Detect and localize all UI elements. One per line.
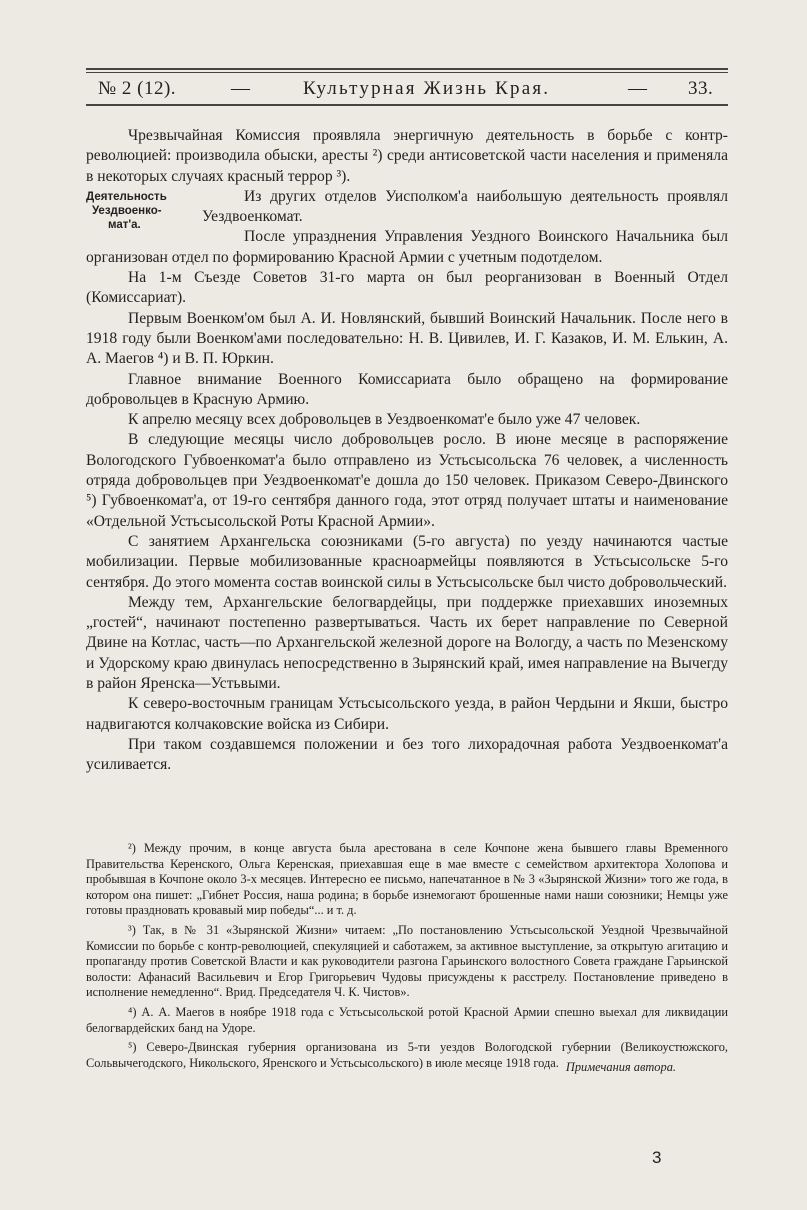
footnote: ²) Между прочим, в конце августа была арестована в селе Кочпоне жена бывшего главы Временного Правительства Керенского, Ольга Керенская, приехавшая еще в мае вместе с семейством архитектора Холопова и пробывшая в Кочпоне около 3-х месяцев. Интересно ее письмо, напечатанное в № 3 «Зырянской Жизни» того же года, в котором она пишет: „Гибнет Россия, наша родина; в борьбе изнемогают брошенные нами наши союзники; Немцы уже готовы праздновать кровавый мир победы“... и т. д.	[86, 841, 728, 918]
running-header	[98, 78, 712, 102]
main-text	[86, 126, 728, 776]
paragraph: Чрезвычайная Комиссия проявляла энергичную деятельность в борьбе с контр-революцией: производила обыски, аресты ²) среди антисоветской части населения и применяла в некоторых случаях красный террор ³).	[86, 127, 728, 185]
footnote: ⁴) А. А. Маегов в ноябре 1918 года с Устьсысольской ротой Красной Армии спешно выехал для ликвидации белогвардейских банд на Удоре.	[86, 1004, 728, 1035]
header-page-number: 33.	[688, 78, 714, 99]
paragraph: Главное внимание Военного Комиссариата было обращено на формирование добровольцев в Красную Армию.	[86, 370, 728, 408]
paragraph-text: Из других отделов Уисполком'а наибольшую деятельность проявлял Уездвоенкомат.	[202, 187, 728, 226]
margin-heading-line: Уездвоенко-	[92, 204, 162, 217]
header-rule-top-thin	[86, 72, 728, 73]
header-rule-bottom	[86, 104, 728, 106]
header-dash: —	[231, 78, 251, 99]
paragraph: Между тем, Архангельские белогвардейцы, при поддержке приехавших иноземных „гостей“, начинают постепенно развертываться. Часть их берет направление по Северной Двине на Котлас, часть—по Архангельской железной дороге на Вологду, а часть по Мезенскому и Удорскому краю двинулась непосредственно в Зырянский край, имея направление на Вычегду в район Яренска—Устьвыми.	[86, 593, 728, 693]
paragraph: К северо-восточным границам Устьсысольского уезда, в район Чердыни и Якши, быстро надвигаются колчаковские войска из Сибири.	[86, 695, 728, 733]
journal-title: Культурная Жизнь Края.	[303, 78, 551, 99]
paragraph: После упразднения Управления Уездного Воинского Начальника был организован отдел по формированию Красной Армии с учетным подотделом.	[86, 228, 728, 266]
footnotes	[86, 841, 728, 1076]
footnote: ³) Так, в № 31 «Зырянской Жизни» читаем: „По постановлению Устьсысольской Уездной Чрезвычайной Комиссии по борьбе с контр-революцией, спекуляцией и саботажем, за активное выступление, за открытую агитацию и пропаганду против Советской Власти и как руководители разгона Гарьинского волостного Совета граждане Гарьинской волости: Афанасий Васильевич и Егор Григорьевич Чудовы присуждены к расстрелу. Постановление приведено в исполнение немедленно“. Врид. Председателя Ч. К. Чистов».	[86, 922, 728, 1000]
page-number: 3	[652, 1148, 662, 1167]
margin-heading-line: Деятельность	[86, 190, 167, 203]
paragraph: Первым Военком'ом был А. И. Новлянский, бывший Воинский Начальник. После него в 1918 году были Военком'ами последовательно: Н. В. Цивилев, И. Г. Казаков, И. М. Елькин, А. А. Маегов ⁴) и В. П. Юркин.	[86, 309, 728, 368]
margin-heading-line: мат'а.	[108, 218, 141, 231]
paragraph-with-sidenote	[86, 187, 728, 231]
issue-number: № 2 (12).	[98, 78, 177, 99]
margin-heading	[86, 190, 194, 232]
paragraph: К апрелю месяцу всех добровольцев в Уездвоенкомат'е было уже 47 человек.	[128, 411, 641, 429]
paragraph: На 1-м Съезде Советов 31-го марта он был реорганизован в Военный Отдел (Комиссариат).	[86, 269, 728, 307]
paragraph: С занятием Архангельска союзниками (5-го августа) по уезду начинаются частые мобилизации. Первые мобилизованные красноармейцы появляются в Устьсысольске 5-го сентября. До этого момента состав воинской силы в Устьсысольске был чисто добровольческий.	[86, 532, 728, 591]
header-rule-top	[86, 68, 728, 70]
paragraph: При таком создавшемся положении и без того лихорадочная работа Уездвоенкомат'а усиливается.	[86, 735, 728, 774]
author-notes-signature: Примечания автора.	[565, 1060, 676, 1075]
footnote: ⁵) Северо-Двинская губерния организована из 5-ти уездов Вологодской губернии (Великоустюжского, Сольвычегодского, Никольского, Яренского и Устьсысольского) в июле месяце 1918 года.	[86, 1040, 728, 1070]
header-dash: —	[628, 78, 648, 99]
paragraph: В следующие месяцы число добровольцев росло. В июне месяце в распоряжение Вологодского Губвоенкомат'а было отправлено из Устьсысольска 76 человек, а численность отряда добровольцев при Уездвоенкомат'е дошла до 150 человек. Приказом Северо-Двинского ⁵) Губвоенкомат'а, от 19-го сентября данного года, этот отряд получает штаты и наименование «Отдельной Устьсысольской Роты Красной Армии».	[86, 431, 728, 530]
